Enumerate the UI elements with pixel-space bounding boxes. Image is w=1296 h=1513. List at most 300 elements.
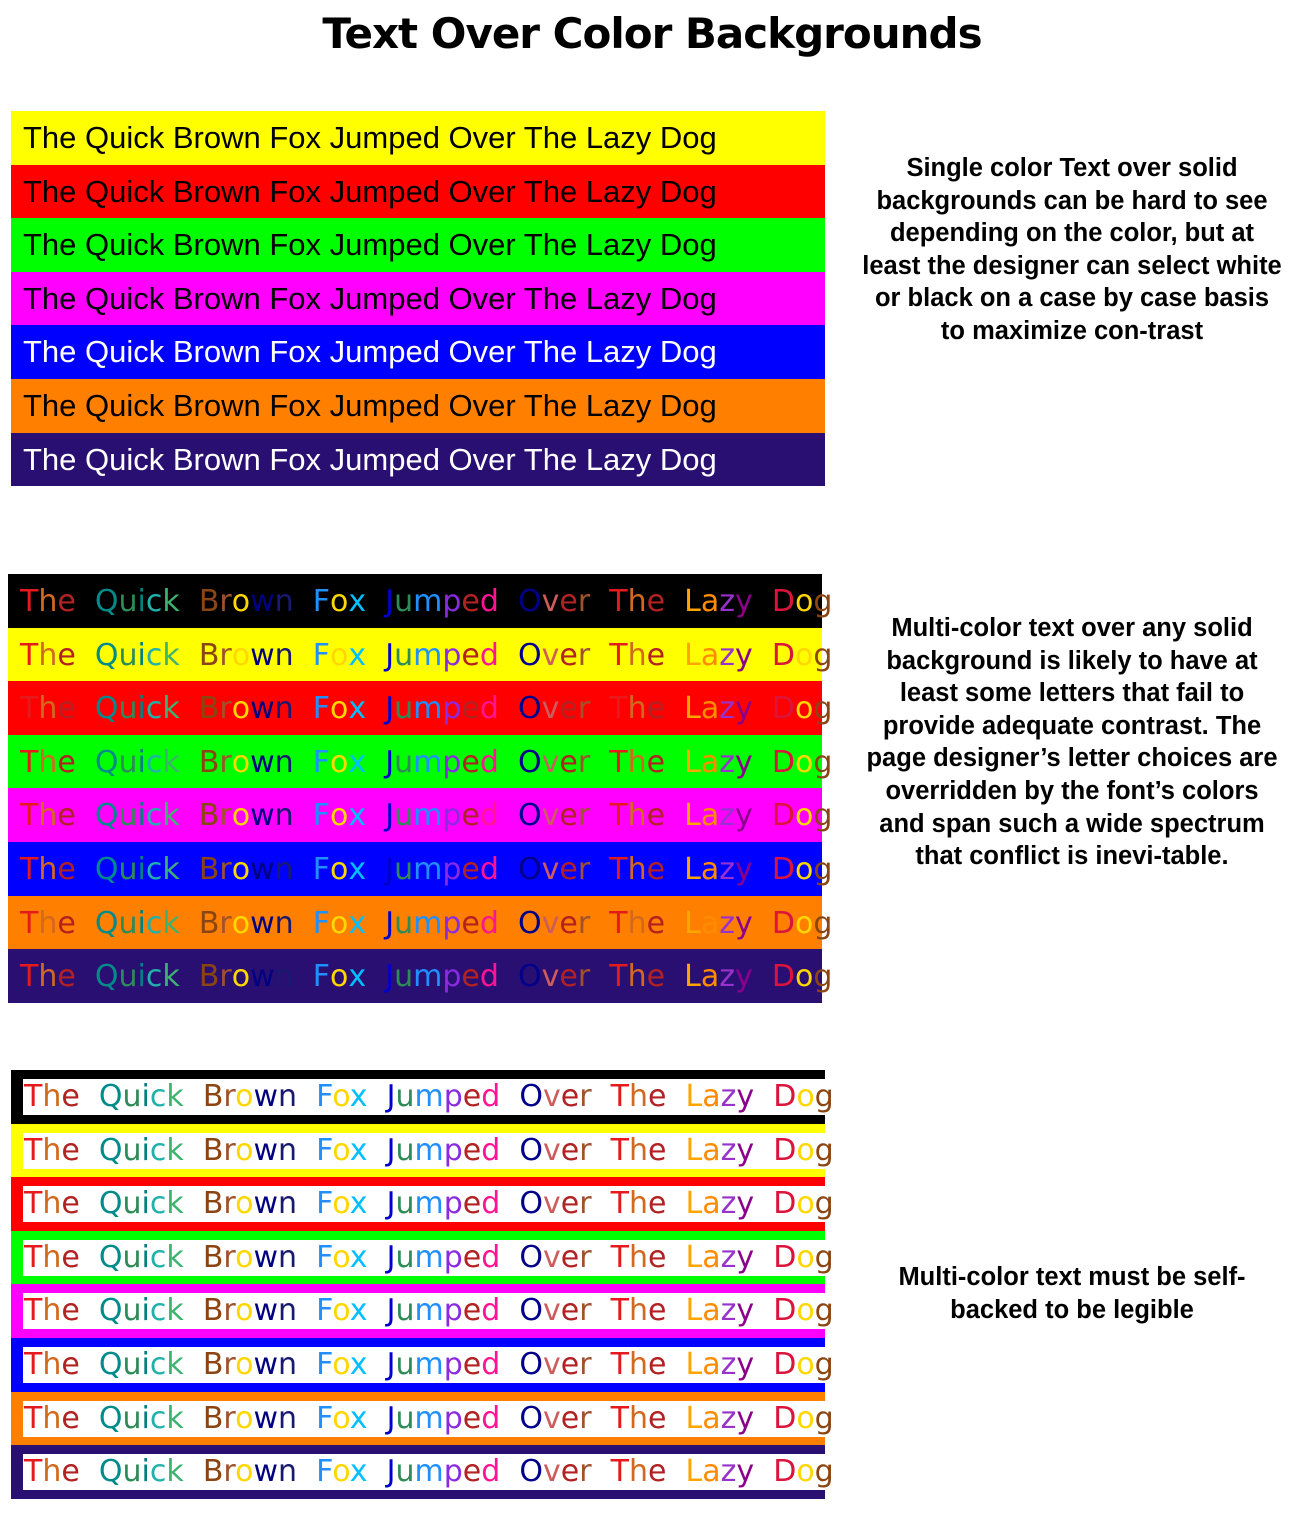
letter: z	[720, 1079, 737, 1114]
letter-space	[499, 735, 518, 791]
letter: L	[685, 1079, 703, 1114]
letter: e	[61, 1239, 80, 1275]
letter: o	[231, 691, 251, 727]
letter: v	[541, 798, 560, 834]
letter-space	[297, 1079, 316, 1114]
letter-space	[666, 1186, 685, 1221]
letter: r	[577, 744, 591, 780]
letter: n	[274, 744, 294, 780]
letter: e	[560, 1239, 580, 1275]
letter: o	[332, 1079, 350, 1114]
letter: D	[773, 1186, 797, 1222]
letter: a	[702, 1400, 721, 1436]
letter: d	[481, 1454, 501, 1490]
letter-space	[500, 1133, 519, 1168]
letter: J	[385, 959, 395, 995]
letter: r	[223, 1454, 236, 1490]
multicolor-phrase	[24, 1177, 834, 1231]
letter-space	[665, 949, 684, 1005]
letter: z	[720, 1400, 737, 1436]
letter: u	[118, 637, 138, 673]
letter: h	[42, 1293, 62, 1329]
letter-space	[184, 1401, 203, 1436]
letter: O	[517, 584, 542, 619]
self-backed-section	[11, 1070, 834, 1499]
letter: r	[223, 1079, 236, 1114]
letter-space	[753, 896, 772, 952]
letter: y	[736, 1132, 755, 1168]
letter: h	[42, 1454, 62, 1490]
letter: i	[137, 637, 146, 673]
letter: y	[735, 691, 753, 727]
letter-space	[666, 1293, 685, 1328]
letter: u	[395, 1346, 415, 1382]
letter: x	[349, 1400, 368, 1436]
letter: o	[231, 851, 251, 887]
letter-space	[666, 1133, 685, 1168]
letter: e	[61, 1079, 80, 1114]
letter: B	[202, 1239, 224, 1275]
letter-space	[366, 788, 385, 844]
letter: F	[312, 744, 331, 780]
letter: d	[479, 798, 499, 834]
letter: e	[647, 1079, 667, 1114]
letter: e	[462, 1293, 482, 1329]
letter: L	[684, 959, 701, 995]
letter: F	[316, 1186, 333, 1222]
letter: z	[719, 905, 736, 941]
letter: v	[541, 851, 560, 887]
letter: n	[274, 691, 294, 727]
letter: n	[278, 1293, 298, 1329]
letter: p	[443, 1454, 463, 1490]
letter: o	[794, 905, 814, 941]
single-color-row: The Quick Brown Fox Jumped Over The Lazy Dog	[11, 272, 825, 326]
letter-space	[665, 681, 684, 737]
letter: p	[443, 1132, 463, 1168]
letter: B	[198, 959, 220, 995]
letter: e	[647, 1239, 667, 1275]
letter: L	[684, 637, 701, 673]
letter: p	[443, 1186, 463, 1222]
letter: D	[771, 959, 795, 995]
letter: k	[162, 744, 180, 780]
letter: e	[560, 1186, 580, 1222]
letter: w	[253, 1186, 279, 1222]
letter-space	[76, 628, 95, 684]
letter: u	[395, 1132, 415, 1168]
letter: h	[627, 905, 647, 941]
letter: e	[461, 744, 480, 780]
letter: n	[274, 851, 294, 887]
letter-space	[76, 681, 95, 737]
letter: L	[685, 1132, 703, 1168]
letter: T	[24, 1454, 43, 1490]
letter: c	[149, 1454, 167, 1490]
letter: e	[61, 1454, 80, 1490]
letter: T	[609, 959, 628, 995]
letter: u	[394, 691, 414, 727]
letter: h	[42, 1079, 62, 1114]
letter: i	[137, 744, 146, 780]
letter: u	[394, 851, 414, 887]
letter-space	[590, 842, 609, 898]
letter: e	[461, 637, 480, 673]
letter: o	[794, 851, 814, 887]
letter: c	[149, 1079, 167, 1114]
letter: u	[118, 691, 138, 727]
letter: u	[118, 744, 138, 780]
multicolor-phrase	[20, 574, 832, 630]
letter-space	[297, 1454, 316, 1489]
letter: r	[577, 798, 591, 834]
multi-color-section	[8, 574, 833, 1003]
letter-space	[754, 1240, 773, 1275]
letter: v	[541, 744, 560, 780]
letter: e	[647, 1186, 667, 1222]
letter-space	[180, 681, 199, 737]
letter: n	[278, 1079, 298, 1114]
letter: e	[57, 744, 76, 780]
letter: o	[330, 905, 349, 941]
letter: a	[702, 1132, 721, 1168]
letter-space	[76, 735, 95, 791]
letter-space	[665, 896, 684, 952]
letter: v	[542, 1454, 561, 1490]
letter: m	[414, 1293, 444, 1329]
letter: p	[443, 1079, 463, 1114]
letter: o	[231, 637, 251, 673]
letter: Q	[98, 1346, 123, 1382]
letter: d	[481, 1079, 501, 1114]
letter: w	[250, 798, 275, 834]
multicolor-phrase	[24, 1338, 834, 1392]
letter: O	[517, 798, 542, 834]
letter: c	[145, 959, 163, 995]
letter: p	[443, 1346, 463, 1382]
letter: u	[122, 1454, 142, 1490]
letter: o	[794, 584, 814, 619]
multicolor-phrase	[24, 1392, 834, 1446]
letter: a	[700, 851, 720, 887]
letter: z	[720, 1132, 737, 1168]
letter-space	[294, 949, 313, 1005]
letter: x	[348, 905, 367, 941]
letter: k	[166, 1293, 184, 1329]
letter-space	[666, 1240, 685, 1275]
letter: Q	[98, 1293, 123, 1329]
multi-color-row	[8, 574, 833, 628]
letter: v	[542, 1186, 561, 1222]
letter: k	[162, 691, 180, 727]
multicolor-phrase	[20, 681, 832, 737]
letter: c	[149, 1186, 167, 1222]
letter-space	[754, 1401, 773, 1436]
letter: c	[145, 905, 163, 941]
letter-space	[754, 1186, 773, 1221]
letter: F	[316, 1239, 333, 1275]
letter: n	[278, 1454, 298, 1490]
letter: F	[316, 1400, 333, 1436]
letter: d	[479, 959, 499, 995]
letter: T	[609, 744, 628, 780]
letter: J	[385, 691, 395, 727]
letter: F	[312, 905, 331, 941]
letter: p	[442, 798, 462, 834]
letter: x	[348, 851, 367, 887]
letter: g	[813, 584, 833, 619]
self-backed-row	[11, 1070, 834, 1124]
letter: y	[736, 1293, 755, 1329]
letter: D	[771, 905, 795, 941]
letter: u	[395, 1079, 415, 1114]
letter-space	[366, 628, 385, 684]
self-backed-row	[11, 1124, 834, 1178]
letter: v	[542, 1346, 561, 1382]
letter-space	[500, 1454, 519, 1489]
letter: a	[700, 905, 720, 941]
letter: w	[253, 1079, 279, 1114]
letter-space	[297, 1186, 316, 1221]
letter: m	[413, 959, 443, 995]
letter: T	[610, 1079, 629, 1114]
letter: B	[198, 744, 220, 780]
letter: d	[479, 584, 499, 619]
letter: T	[20, 905, 39, 941]
letter-space	[294, 735, 313, 791]
letter: T	[24, 1079, 43, 1114]
letter: x	[348, 959, 367, 995]
letter: v	[541, 584, 560, 619]
letter-space	[592, 1240, 611, 1275]
letter: k	[162, 905, 180, 941]
letter: e	[646, 744, 666, 780]
letter: m	[413, 691, 443, 727]
letter: x	[348, 584, 367, 619]
letter: h	[42, 1346, 62, 1382]
letter: n	[274, 584, 294, 619]
single-color-row: The Quick Brown Fox Jumped Over The Lazy Dog	[11, 165, 825, 219]
letter: e	[461, 959, 480, 995]
letter: u	[122, 1400, 142, 1436]
multi-color-row	[8, 735, 833, 789]
letter-space	[500, 1401, 519, 1436]
letter: i	[141, 1293, 150, 1329]
single-color-row: The Quick Brown Fox Jumped Over The Lazy Dog	[11, 111, 825, 165]
letter: k	[166, 1400, 184, 1436]
letter: w	[253, 1454, 279, 1490]
letter-space	[297, 1240, 316, 1275]
letter: r	[223, 1293, 236, 1329]
letter-space	[180, 949, 199, 1005]
letter: e	[646, 851, 666, 887]
letter: u	[122, 1293, 142, 1329]
letter: d	[481, 1186, 501, 1222]
letter: Q	[98, 1186, 123, 1222]
letter-space	[76, 788, 95, 844]
multi-color-row	[8, 788, 833, 842]
letter: D	[771, 798, 795, 834]
letter-space	[184, 1079, 203, 1114]
letter: e	[61, 1132, 80, 1168]
letter: B	[202, 1132, 224, 1168]
letter: B	[198, 851, 220, 887]
letter: p	[442, 905, 462, 941]
multicolor-phrase	[20, 628, 832, 684]
letter-space	[80, 1293, 99, 1328]
letter: i	[137, 959, 146, 995]
letter: D	[773, 1293, 797, 1329]
letter-space	[753, 842, 772, 898]
multi-color-row	[8, 842, 833, 896]
letter: B	[198, 798, 220, 834]
letter: d	[479, 744, 499, 780]
letter: T	[610, 1186, 629, 1222]
letter-space	[590, 735, 609, 791]
letter: m	[414, 1346, 444, 1382]
letter: L	[684, 584, 701, 619]
letter: B	[198, 637, 220, 673]
letter: o	[235, 1346, 254, 1382]
letter: r	[219, 691, 232, 727]
letter: O	[519, 1454, 543, 1490]
letter: B	[198, 584, 220, 619]
letter: o	[794, 959, 814, 995]
letter-space	[80, 1401, 99, 1436]
letter: z	[720, 1186, 737, 1222]
letter: J	[386, 1079, 396, 1114]
letter: r	[577, 959, 591, 995]
letter: i	[141, 1400, 150, 1436]
letter: h	[627, 798, 647, 834]
letter-space	[499, 681, 518, 737]
letter: e	[646, 798, 666, 834]
letter-space	[592, 1186, 611, 1221]
letter-space	[366, 949, 385, 1005]
letter: D	[771, 744, 795, 780]
letter: e	[646, 905, 666, 941]
letter: z	[719, 584, 736, 619]
letter: w	[250, 691, 275, 727]
letter: e	[462, 1079, 482, 1114]
letter: w	[253, 1132, 279, 1168]
letter: x	[349, 1293, 368, 1329]
letter: o	[796, 1079, 815, 1114]
letter: T	[20, 959, 39, 995]
letter-space	[592, 1347, 611, 1382]
letter: Q	[98, 1079, 123, 1114]
letter: r	[579, 1400, 592, 1436]
letter: h	[627, 744, 647, 780]
letter: e	[462, 1239, 482, 1275]
letter: h	[42, 1186, 62, 1222]
letter-space	[368, 1454, 387, 1489]
letter-space	[368, 1079, 387, 1114]
letter-space	[80, 1186, 99, 1221]
letter: h	[38, 851, 58, 887]
letter: B	[198, 691, 220, 727]
letter: d	[481, 1293, 501, 1329]
letter: r	[223, 1400, 236, 1436]
letter: c	[149, 1293, 167, 1329]
letter-space	[499, 788, 518, 844]
letter: L	[685, 1239, 703, 1275]
letter: h	[628, 1293, 648, 1329]
letter: i	[137, 584, 146, 619]
letter: y	[735, 637, 753, 673]
letter: v	[542, 1132, 561, 1168]
letter: o	[235, 1454, 254, 1490]
multi-color-row	[8, 949, 833, 1003]
letter: u	[395, 1400, 415, 1436]
letter: e	[559, 959, 578, 995]
letter: e	[560, 1293, 580, 1329]
letter: d	[479, 637, 499, 673]
page-title: Text Over Color Backgrounds	[322, 9, 982, 58]
letter: r	[577, 584, 591, 619]
letter: u	[394, 959, 414, 995]
single-color-note: Single color Text over solid backgrounds can be hard to see depending on the color, but at least the designer can select white or black on a case by case basis to maximize con-trast	[862, 154, 1282, 345]
letter-space	[368, 1401, 387, 1436]
letter: o	[231, 744, 251, 780]
letter: e	[461, 851, 480, 887]
letter: e	[57, 905, 76, 941]
letter: o	[796, 1293, 815, 1329]
letter: e	[560, 1454, 580, 1490]
letter: T	[24, 1346, 43, 1382]
letter: o	[235, 1132, 254, 1168]
letter-space	[665, 788, 684, 844]
letter: x	[348, 744, 367, 780]
self-backed-row	[11, 1392, 834, 1446]
letter-space	[592, 1401, 611, 1436]
letter: o	[330, 851, 349, 887]
letter: p	[442, 744, 462, 780]
letter: T	[609, 637, 628, 673]
letter: a	[700, 637, 720, 673]
letter-space	[754, 1293, 773, 1328]
letter: o	[330, 584, 349, 619]
letter-space	[754, 1133, 773, 1168]
letter-space	[499, 628, 518, 684]
letter: r	[579, 1346, 592, 1382]
letter: r	[223, 1346, 236, 1382]
letter: u	[395, 1454, 415, 1490]
letter: o	[330, 637, 349, 673]
letter: d	[481, 1346, 501, 1382]
letter: Q	[94, 744, 119, 780]
letter: u	[122, 1239, 142, 1275]
letter: u	[122, 1132, 142, 1168]
letter: r	[579, 1079, 592, 1114]
letter-space	[80, 1240, 99, 1275]
letter: g	[814, 1346, 834, 1382]
letter: u	[395, 1239, 415, 1275]
letter: O	[517, 691, 542, 727]
letter-space	[590, 896, 609, 952]
letter: z	[719, 851, 736, 887]
letter: T	[20, 744, 39, 780]
letter: B	[202, 1346, 224, 1382]
letter: i	[141, 1079, 150, 1114]
letter: L	[684, 691, 701, 727]
letter: h	[42, 1400, 62, 1436]
letter: v	[541, 691, 560, 727]
letter: m	[414, 1079, 444, 1114]
letter: D	[771, 851, 795, 887]
letter: m	[414, 1454, 444, 1490]
letter-space	[366, 574, 385, 630]
